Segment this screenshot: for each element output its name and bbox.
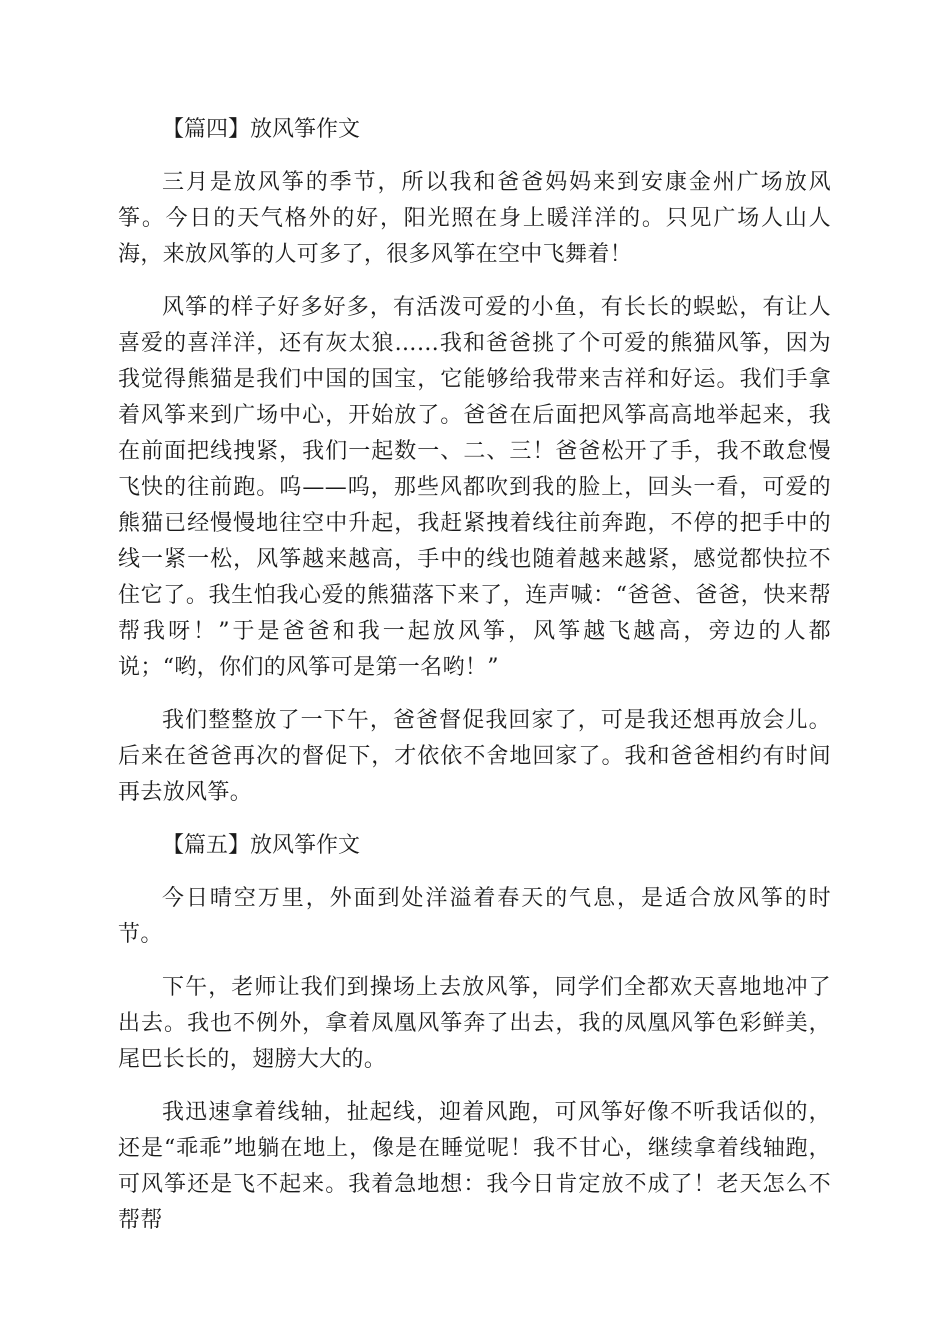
paragraph: 风筝的样子好多好多，有活泼可爱的小鱼，有长长的蜈蚣，有让人喜爱的喜洋洋，还有灰太狼……我和爸爸挑了个可爱的熊猫风筝，因为我觉得熊猫是我们中国的国宝，它能够给我带来吉祥和好运。我们手拿着风筝来到广场中心，开始放了。爸爸在后面把风筝高高地举起来，我在前面把线拽紧，我们一起数一、二、三！爸爸松开了手，我不敢怠慢飞快的往前跑。呜——呜，那些风都吹到我的脸上，回头一看，可爱的熊猫已经慢慢地往空中升起，我赶紧拽着线往前奔跑，不停的把手中的线一紧一松，风筝越来越高，手中的线也随着越来越紧，感觉都快拉不住它了。我生怕我心爱的熊猫落下来了，连声喊：“爸爸、爸爸，快来帮帮我呀！”于是爸爸和我一起放风筝，风筝越飞越高，旁边的人都说；“哟，你们的风筝可是第一名哟！” bbox=[118, 295, 831, 680]
paragraph: 下午，老师让我们到操场上去放风筝，同学们全都欢天喜地地冲了出去。我也不例外，拿着凤凰风筝奔了出去，我的凤凰风筝色彩鲜美，尾巴长长的，翅膀大大的。 bbox=[118, 975, 831, 1072]
paragraph: 我迅速拿着线轴，扯起线，迎着风跑，可风筝好像不听我话似的，还是“乖乖”地躺在地上，像是在睡觉呢！我不甘心，继续拿着线轴跑，可风筝还是飞不起来。我着急地想：我今日肯定放不成了！老天怎么不帮帮 bbox=[118, 1100, 831, 1233]
paragraph: 三月是放风筝的季节，所以我和爸爸妈妈来到安康金州广场放风筝。今日的天气格外的好，阳光照在身上暖洋洋的。只见广场人山人海，来放风筝的人可多了，很多风筝在空中飞舞着！ bbox=[118, 170, 831, 267]
section-heading-4: 【篇四】放风筝作文 bbox=[162, 117, 361, 142]
paragraph: 我们整整放了一下午，爸爸督促我回家了，可是我还想再放会儿。后来在爸爸再次的督促下，才依依不舍地回家了。我和爸爸相约有时间再去放风筝。 bbox=[118, 708, 831, 805]
paragraph: 今日晴空万里，外面到处洋溢着春天的气息，是适合放风筝的时节。 bbox=[118, 886, 831, 947]
document-page bbox=[118, 112, 831, 1256]
section-heading-5: 【篇五】放风筝作文 bbox=[162, 833, 361, 858]
